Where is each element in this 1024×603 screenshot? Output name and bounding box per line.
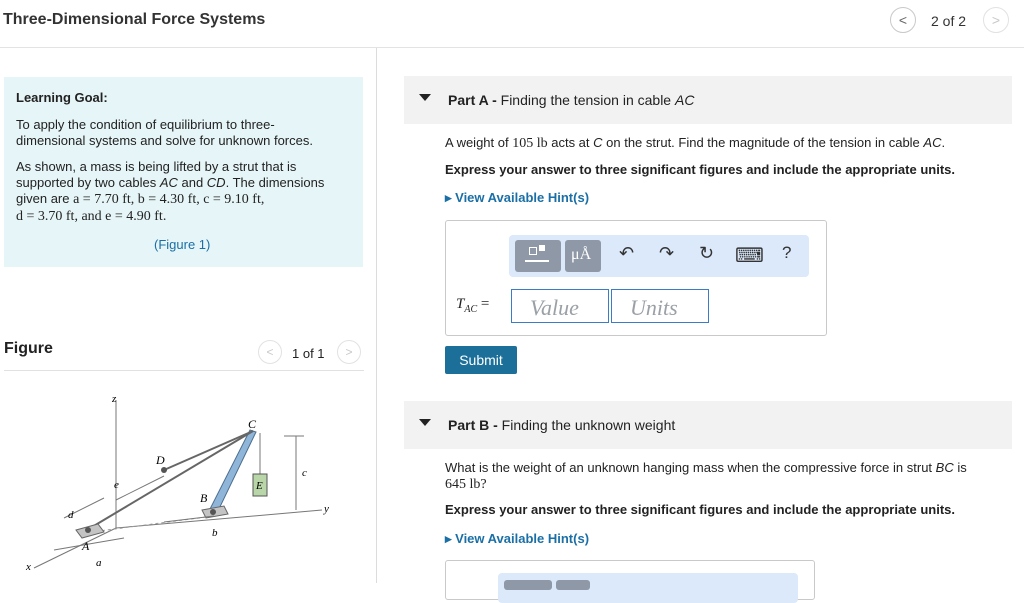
figure-link[interactable]: (Figure 1) (154, 237, 211, 252)
math-toolbar-b (498, 573, 798, 603)
q-var-ac: AC (923, 135, 942, 150)
redo-icon[interactable]: ↷ (659, 243, 675, 263)
reset-icon[interactable]: ↻ (699, 243, 715, 263)
chevron-right-icon: > (991, 12, 1001, 28)
var-cd: CD (206, 175, 226, 190)
part-a-hint-link[interactable]: ▸ View Available Hint(s) (445, 190, 590, 205)
dimensions-math: a = 7.70 ft, b = 4.30 ft, c = 9.10 ft, (73, 192, 265, 207)
var-ac: AC (159, 175, 178, 190)
math-toolbar (509, 235, 809, 277)
label-a-dim: a (96, 557, 102, 569)
part-b-title (448, 417, 675, 433)
desc-text: given are (16, 191, 74, 206)
q-text: is (953, 460, 967, 475)
submit-button[interactable]: Submit (445, 346, 517, 374)
figure-prev-button[interactable] (258, 340, 282, 364)
collapse-triangle-icon[interactable] (419, 419, 431, 426)
learning-goal-panel (4, 77, 363, 267)
part-a-header[interactable] (404, 76, 1012, 124)
label-e-box: E (256, 480, 263, 492)
units-input[interactable]: Units (611, 289, 709, 323)
part-a-label: Part A - (448, 92, 497, 108)
answer-label-var: T (456, 296, 465, 312)
part-b-header[interactable] (404, 401, 1012, 449)
label-e-dim: e (114, 479, 119, 491)
figure-separator (4, 370, 364, 371)
q-weight: 105 lb (512, 136, 548, 151)
chevron-left-icon: < (266, 345, 274, 359)
x-axis (34, 528, 116, 568)
q-text: What is the weight of an unknown hanging mass when the compressive force in strut (445, 460, 936, 475)
part-a-title-var: AC (674, 92, 695, 108)
q-text: A weight of (445, 135, 513, 150)
figure-next-button[interactable] (337, 340, 361, 364)
desc-text: supported by two cables (16, 175, 160, 190)
value-input[interactable]: Value (511, 289, 609, 323)
point-d-pin (161, 467, 167, 473)
undo-icon[interactable]: ↶ (619, 243, 635, 263)
strut-cable-diagram (4, 388, 354, 583)
page-header (0, 0, 1024, 48)
figure-title: Figure (4, 340, 53, 357)
part-b-answer-box (445, 560, 815, 600)
q-var-bc: BC (935, 460, 954, 475)
help-icon[interactable]: ? (782, 243, 792, 262)
label-b-dim: b (212, 527, 218, 539)
learning-goal-heading: Learning Goal: (16, 90, 108, 105)
column-divider (376, 48, 377, 583)
part-a-title (448, 92, 694, 108)
label-c-point: C (248, 417, 257, 431)
desc-line: As shown, a mass is being lifted by a strut that is (16, 159, 297, 174)
chevron-left-icon: < (898, 12, 908, 28)
label-x: x (26, 561, 31, 573)
problem-description (16, 159, 351, 225)
label-y: y (324, 503, 329, 515)
desc-text: and (177, 175, 207, 190)
label-z: z (112, 393, 117, 405)
point-a-pin (85, 527, 91, 533)
template-button-b[interactable] (504, 580, 552, 590)
desc-text: . The dimensions (225, 175, 325, 190)
page-title: Three-Dimensional Force Systems (3, 11, 266, 28)
q-force: 645 lb? (445, 477, 487, 492)
units-button[interactable] (565, 240, 601, 272)
label-d-dim: d (68, 509, 74, 521)
template-icon-part (539, 245, 545, 251)
part-b-label: Part B - (448, 417, 498, 433)
label-c-dim: c (302, 467, 307, 479)
answer-label-eq: = (477, 296, 490, 312)
answer-label-sub: AC (464, 304, 478, 315)
part-a-title-text: Finding the tension in cable (496, 92, 675, 108)
keyboard-icon[interactable]: ⌨ (735, 245, 764, 267)
part-b-title-text: Finding the unknown weight (497, 417, 676, 433)
label-a-point: A (82, 539, 90, 553)
learning-goal-text: To apply the condition of equilibrium to three-dimensional systems and solve for unknown forces. (16, 117, 313, 148)
q-point-c: C (593, 135, 603, 150)
next-page-button[interactable] (983, 7, 1009, 33)
prev-page-button[interactable] (890, 7, 916, 33)
units-button-b[interactable] (556, 580, 590, 590)
part-b-question (445, 460, 990, 493)
chevron-right-icon: > (345, 345, 353, 359)
label-d-point: D (156, 453, 165, 467)
template-icon (529, 247, 537, 255)
q-text: acts at (547, 135, 594, 150)
figure-counter: 1 of 1 (292, 346, 325, 361)
answer-label (456, 296, 489, 315)
mu-angstrom-icon: μÅ (571, 246, 592, 263)
dimensions-math-2: d = 3.70 ft, and e = 4.90 ft. (16, 209, 167, 224)
point-b-pin (210, 509, 216, 515)
page-counter: 2 of 2 (931, 13, 967, 29)
part-a-question (445, 135, 945, 152)
dim-b (164, 516, 214, 522)
q-text: on the strut. Find the magnitude of the tension in cable (602, 135, 924, 150)
q-text: . (941, 135, 946, 150)
collapse-triangle-icon[interactable] (419, 94, 431, 101)
template-button[interactable] (515, 240, 561, 272)
template-icon-part (525, 260, 549, 262)
answer-box (445, 220, 827, 336)
part-b-hint-link[interactable]: ▸ View Available Hint(s) (445, 531, 590, 546)
part-b-instruction: Express your answer to three significant figures and include the appropriate units. (445, 502, 955, 517)
label-b-point: B (200, 491, 208, 505)
part-a-instruction: Express your answer to three significant figures and include the appropriate units. (445, 162, 955, 177)
